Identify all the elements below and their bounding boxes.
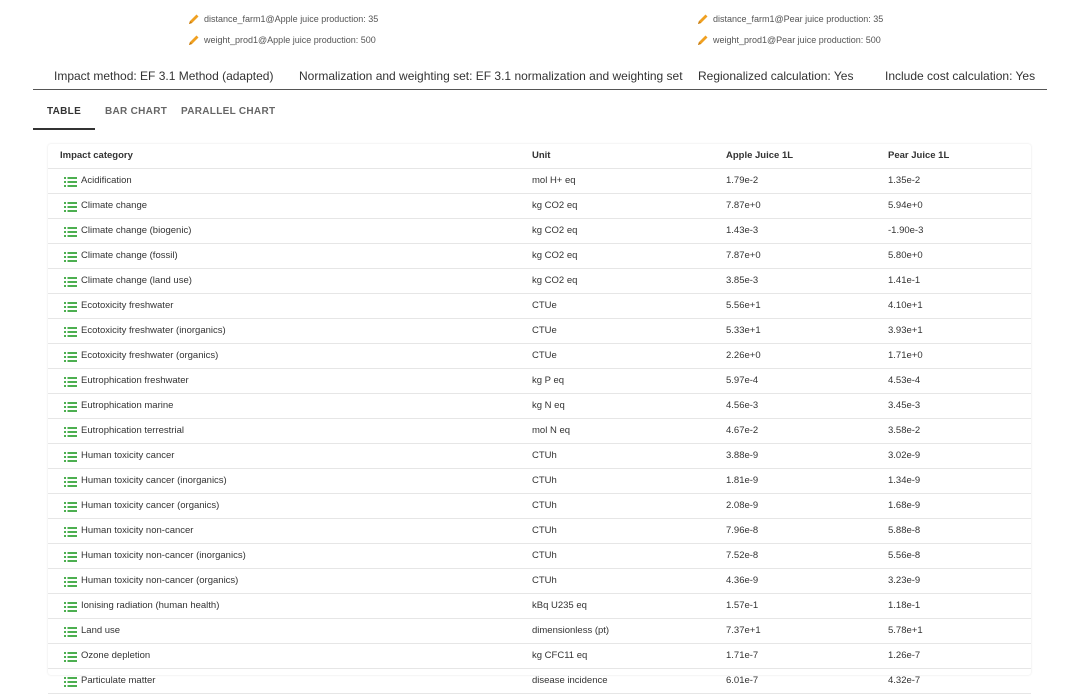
impact-category-cell (60, 269, 192, 293)
apple-juice-value-cell: 5.33e+1 (726, 325, 761, 336)
unit-cell: kg N eq (532, 400, 565, 411)
table-row[interactable] (48, 369, 1031, 394)
apple-juice-value-cell: 3.85e-3 (726, 275, 759, 286)
table-row[interactable] (48, 169, 1031, 194)
pear-juice-value-cell: 4.10e+1 (888, 300, 923, 311)
apple-juice-value-cell: 2.08e-9 (726, 500, 759, 511)
unit-cell: mol N eq (532, 425, 571, 436)
list-icon (64, 601, 77, 612)
pear-juice-value-cell: 5.94e+0 (888, 200, 923, 211)
header-apple-juice[interactable]: Apple Juice 1L (726, 150, 794, 161)
table-row[interactable] (48, 569, 1031, 594)
table-row[interactable] (48, 544, 1031, 569)
unit-cell: disease incidence (532, 675, 608, 686)
impact-category-label: Ionising radiation (human health) (81, 600, 220, 611)
apple-juice-value-cell: 6.01e-7 (726, 675, 759, 686)
parameter-item[interactable] (697, 8, 883, 29)
parameter-item[interactable] (697, 29, 883, 50)
regionalized-label: Regionalized calculation: Yes (698, 69, 854, 83)
impact-category-cell (60, 444, 174, 468)
table-row[interactable] (48, 619, 1031, 644)
unit-cell: CTUe (532, 350, 557, 361)
apple-juice-value-cell: 7.37e+1 (726, 625, 761, 636)
impact-category-cell (60, 344, 218, 368)
apple-juice-value-cell: 5.97e-4 (726, 375, 759, 386)
pear-juice-value-cell: 1.71e+0 (888, 350, 923, 361)
impact-category-label: Ecotoxicity freshwater (inorganics) (81, 325, 226, 336)
table-row[interactable] (48, 394, 1031, 419)
parameter-list-pear (697, 8, 883, 50)
impact-category-cell (60, 319, 226, 343)
impact-category-label: Climate change (biogenic) (81, 225, 192, 236)
pencil-icon[interactable] (697, 13, 709, 25)
pear-juice-value-cell: 3.93e+1 (888, 325, 923, 336)
list-icon (64, 526, 77, 537)
unit-cell: kg P eq (532, 375, 565, 386)
pear-juice-value-cell: 5.56e-8 (888, 550, 921, 561)
apple-juice-value-cell: 7.52e-8 (726, 550, 759, 561)
impact-category-label: Acidification (81, 175, 132, 186)
apple-juice-value-cell: 4.56e-3 (726, 400, 759, 411)
list-icon (64, 176, 77, 187)
table-row[interactable] (48, 344, 1031, 369)
list-icon (64, 576, 77, 587)
impact-category-label: Climate change (81, 200, 148, 211)
pear-juice-value-cell: 1.68e-9 (888, 500, 921, 511)
pear-juice-value-cell: 4.32e-7 (888, 675, 921, 686)
impact-category-cell (60, 369, 189, 393)
table-header-row (48, 144, 1031, 169)
pear-juice-value-cell: 3.23e-9 (888, 575, 921, 586)
table-row[interactable] (48, 219, 1031, 244)
list-icon (64, 201, 77, 212)
parameter-item[interactable] (188, 29, 378, 50)
table-row[interactable] (48, 244, 1031, 269)
impact-method-label: Impact method: EF 3.1 Method (adapted) (54, 69, 274, 83)
impact-category-cell (60, 669, 155, 693)
impact-category-label: Human toxicity non-cancer (81, 525, 194, 536)
apple-juice-value-cell: 1.81e-9 (726, 475, 759, 486)
table-row[interactable] (48, 494, 1031, 519)
table-row[interactable] (48, 269, 1031, 294)
results-table (48, 144, 1031, 686)
parameter-list-apple (188, 8, 378, 50)
pear-juice-value-cell: 5.88e-8 (888, 525, 921, 536)
pear-juice-value-cell: 1.41e-1 (888, 275, 921, 286)
unit-cell: kBq U235 eq (532, 600, 587, 611)
impact-category-label: Human toxicity cancer (81, 450, 175, 461)
unit-cell: kg CO2 eq (532, 200, 578, 211)
pear-juice-value-cell: 3.45e-3 (888, 400, 921, 411)
impact-category-label: Human toxicity non-cancer (inorganics) (81, 550, 246, 561)
pear-juice-value-cell: 1.35e-2 (888, 175, 921, 186)
impact-category-label: Ozone depletion (81, 650, 151, 661)
unit-cell: CTUh (532, 525, 557, 536)
table-row[interactable] (48, 444, 1031, 469)
impact-category-label: Ecotoxicity freshwater (organics) (81, 350, 219, 361)
unit-cell: kg CO2 eq (532, 275, 578, 286)
pencil-icon[interactable] (697, 34, 709, 46)
apple-juice-value-cell: 2.26e+0 (726, 350, 761, 361)
table-row[interactable] (48, 294, 1031, 319)
table-row[interactable] (48, 594, 1031, 619)
pear-juice-value-cell: 1.34e-9 (888, 475, 921, 486)
impact-category-label: Eutrophication terrestrial (81, 425, 184, 436)
pear-juice-value-cell: 1.26e-7 (888, 650, 921, 661)
list-icon (64, 551, 77, 562)
list-icon (64, 301, 77, 312)
impact-category-cell (60, 494, 219, 518)
impact-category-label: Climate change (fossil) (81, 250, 178, 261)
impact-category-cell (60, 419, 184, 443)
apple-juice-value-cell: 1.79e-2 (726, 175, 759, 186)
list-icon (64, 626, 77, 637)
list-icon (64, 651, 77, 662)
tab-bar-chart[interactable]: BAR CHART (105, 106, 168, 117)
impact-category-cell (60, 469, 227, 493)
table-row[interactable] (48, 644, 1031, 669)
parameter-text: distance_farm1@Apple juice production: 35 (204, 13, 379, 24)
unit-cell: CTUe (532, 300, 557, 311)
cost-calculation-label: Include cost calculation: Yes (885, 69, 1036, 83)
impact-category-label: Human toxicity cancer (organics) (81, 500, 220, 511)
impact-category-label: Human toxicity cancer (inorganics) (81, 475, 227, 486)
table-row[interactable] (48, 419, 1031, 444)
impact-category-cell (60, 644, 150, 668)
table-row[interactable] (48, 519, 1031, 544)
apple-juice-value-cell: 7.96e-8 (726, 525, 759, 536)
list-icon (64, 401, 77, 412)
unit-cell: kg CO2 eq (532, 225, 578, 236)
calculation-setup-bar (33, 62, 1047, 90)
impact-category-cell (60, 394, 173, 418)
unit-cell: CTUe (532, 325, 557, 336)
impact-category-cell (60, 244, 178, 268)
list-icon (64, 426, 77, 437)
apple-juice-value-cell: 5.56e+1 (726, 300, 761, 311)
pear-juice-value-cell: 5.80e+0 (888, 250, 923, 261)
unit-cell: kg CO2 eq (532, 250, 578, 261)
parameter-text: weight_prod1@Apple juice production: 500 (204, 34, 376, 45)
impact-category-cell (60, 569, 238, 593)
parameter-text: distance_farm1@Pear juice production: 35 (713, 13, 884, 24)
pear-juice-value-cell: 3.02e-9 (888, 450, 921, 461)
list-icon (64, 451, 77, 462)
list-icon (64, 226, 77, 237)
header-pear-juice[interactable]: Pear Juice 1L (888, 150, 950, 161)
impact-category-cell (60, 519, 193, 543)
impact-category-cell (60, 619, 120, 643)
tab-table[interactable]: TABLE (33, 104, 95, 130)
unit-cell: CTUh (532, 475, 557, 486)
unit-cell: mol H+ eq (532, 175, 576, 186)
apple-juice-value-cell: 1.71e-7 (726, 650, 759, 661)
impact-category-cell (60, 544, 246, 568)
table-row[interactable] (48, 469, 1031, 494)
pear-juice-value-cell: -1.90e-3 (888, 225, 924, 236)
header-unit[interactable]: Unit (532, 150, 551, 161)
impact-category-cell (60, 194, 147, 218)
list-icon (64, 676, 77, 687)
apple-juice-value-cell: 4.67e-2 (726, 425, 759, 436)
impact-category-label: Land use (81, 625, 121, 636)
pencil-icon[interactable] (188, 34, 200, 46)
list-icon (64, 476, 77, 487)
impact-category-cell (60, 594, 219, 618)
pear-juice-value-cell: 1.18e-1 (888, 600, 921, 611)
apple-juice-value-cell: 7.87e+0 (726, 200, 761, 211)
impact-category-cell (60, 219, 191, 243)
parameter-item[interactable] (188, 8, 378, 29)
normalization-set-label: Normalization and weighting set: EF 3.1 normalization and weighting set (299, 69, 683, 83)
impact-category-label: Eutrophication freshwater (81, 375, 189, 386)
impact-category-label: Ecotoxicity freshwater (81, 300, 174, 311)
pear-juice-value-cell: 5.78e+1 (888, 625, 923, 636)
list-icon (64, 276, 77, 287)
unit-cell: dimensionless (pt) (532, 625, 610, 636)
list-icon (64, 501, 77, 512)
list-icon (64, 376, 77, 387)
impact-category-label: Particulate matter (81, 675, 156, 686)
list-icon (64, 351, 77, 362)
apple-juice-value-cell: 7.87e+0 (726, 250, 761, 261)
unit-cell: CTUh (532, 450, 557, 461)
apple-juice-value-cell: 1.43e-3 (726, 225, 759, 236)
unit-cell: CTUh (532, 500, 557, 511)
unit-cell: CTUh (532, 550, 557, 561)
parameter-text: weight_prod1@Pear juice production: 500 (713, 34, 881, 45)
unit-cell: CTUh (532, 575, 557, 586)
pear-juice-value-cell: 3.58e-2 (888, 425, 921, 436)
list-icon (64, 326, 77, 337)
impact-category-label: Climate change (land use) (81, 275, 192, 286)
list-icon (64, 251, 77, 262)
table-row[interactable] (48, 669, 1031, 694)
unit-cell: kg CFC11 eq (532, 650, 588, 661)
header-impact-category[interactable]: Impact category (60, 150, 133, 161)
impact-category-cell (60, 169, 132, 193)
table-row[interactable] (48, 194, 1031, 219)
impact-category-cell (60, 294, 173, 318)
table-row[interactable] (48, 319, 1031, 344)
impact-category-label: Human toxicity non-cancer (organics) (81, 575, 239, 586)
pear-juice-value-cell: 4.53e-4 (888, 375, 921, 386)
pencil-icon[interactable] (188, 13, 200, 25)
apple-juice-value-cell: 4.36e-9 (726, 575, 759, 586)
apple-juice-value-cell: 1.57e-1 (726, 600, 759, 611)
tab-parallel-chart[interactable]: PARALLEL CHART (181, 106, 276, 117)
apple-juice-value-cell: 3.88e-9 (726, 450, 759, 461)
impact-category-label: Eutrophication marine (81, 400, 174, 411)
